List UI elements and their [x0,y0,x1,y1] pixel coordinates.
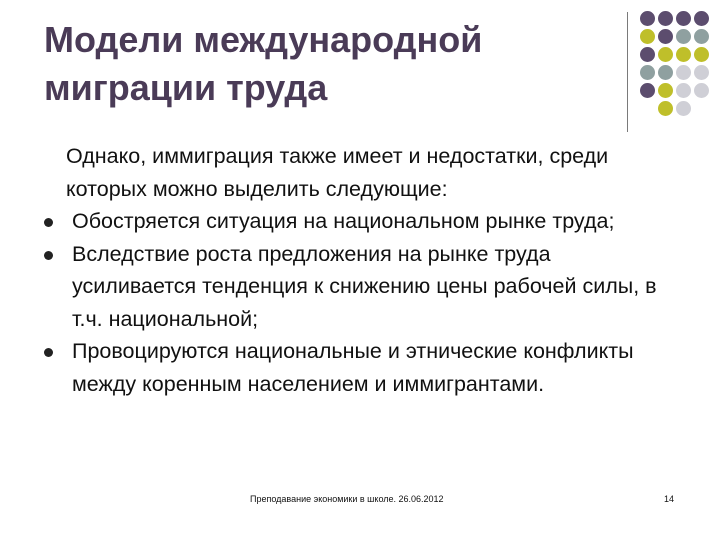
bullet-icon [44,348,53,357]
decorative-dot [694,83,709,98]
decorative-dot [640,101,655,116]
intro-text-content: Однако, иммиграция также имеет и недостатки, среди которых можно выделить следующие: [66,144,609,201]
decorative-dot [640,65,655,80]
slide-title: Модели международной миграции труда [44,19,483,108]
decorative-dot [658,101,673,116]
bullet-item [44,205,664,238]
decorative-dot [676,101,691,116]
bullet-text: Обостряется ситуация на национальном рынке труда; [72,209,615,233]
decorative-dot [694,101,709,116]
decorative-dot [658,65,673,80]
decorative-dot [640,47,655,62]
decorative-dot [658,29,673,44]
bullet-list [44,205,664,400]
page-number: 14 [664,494,675,504]
decorative-dot [676,11,691,26]
decorative-dot [658,47,673,62]
decorative-dot [676,83,691,98]
decorative-dot [676,65,691,80]
bullet-item [44,238,664,336]
bullet-text: Вследствие роста предложения на рынке труда усиливается тенденция к снижению цены рабочей силы, в т.ч. национальной; [72,241,657,331]
decorative-dot [694,29,709,44]
decorative-dot [640,83,655,98]
decorative-dot [694,65,709,80]
decorative-dot-grid [640,11,709,116]
bullet-text: Провоцируются национальные и этнические конфликты между коренным населением и иммигрантами. [72,339,634,396]
decorative-dot [694,47,709,62]
slide-body [44,140,664,400]
decorative-dot [640,11,655,26]
bullet-icon [44,251,53,260]
decorative-dot [676,47,691,62]
bullet-icon [44,218,53,227]
title-divider-line [627,12,628,132]
slide-footer: Преподавание экономики в школе. 26.06.2012 [250,494,444,504]
intro-text [44,140,664,205]
decorative-dot [658,11,673,26]
bullet-item [44,335,664,400]
decorative-dot [676,29,691,44]
decorative-dot [658,83,673,98]
decorative-dot [694,11,709,26]
decorative-dot [640,29,655,44]
